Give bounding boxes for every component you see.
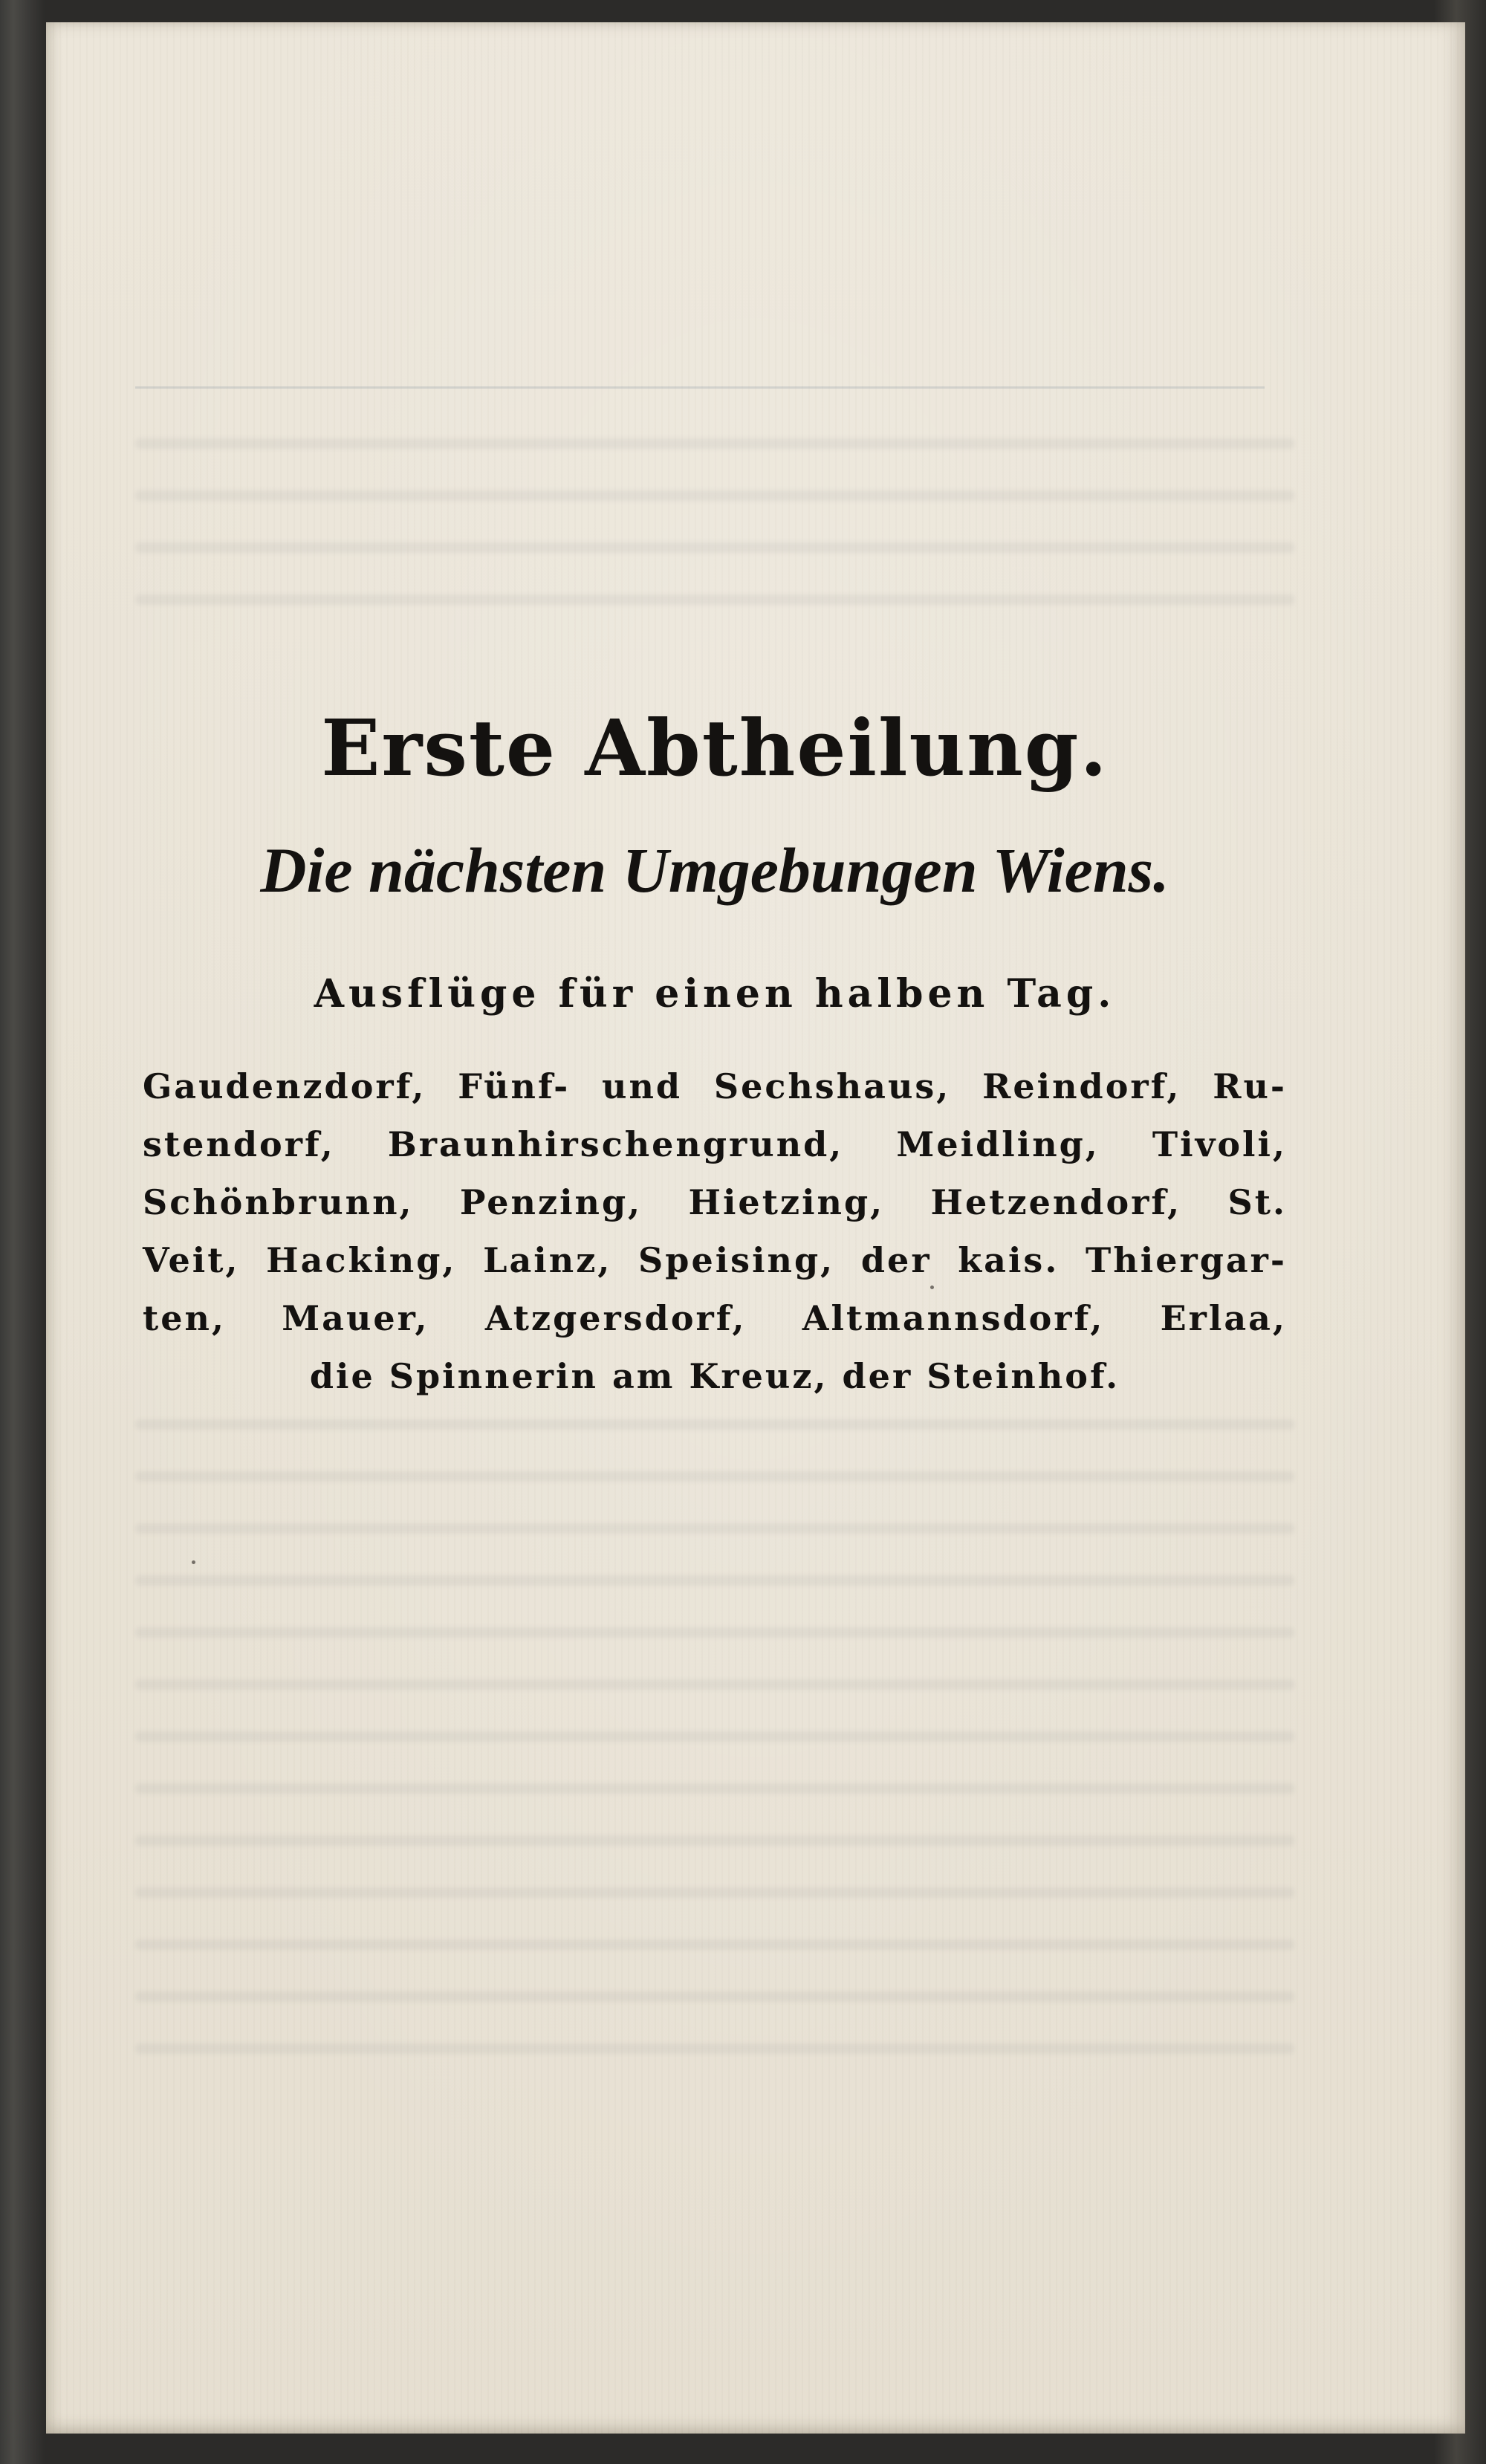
show-through-line xyxy=(135,1939,1294,1950)
show-through-line xyxy=(135,1783,1294,1794)
show-through-line xyxy=(135,1523,1294,1534)
chapter-title: Die nächsten Umgebungen Wiens. xyxy=(260,834,1169,907)
show-through-line xyxy=(135,1575,1294,1586)
places-line: Veit, Hacking, Lainz, Speising, der kais. Thiergar- xyxy=(143,1240,1287,1281)
show-through-line xyxy=(135,594,1294,605)
title-block xyxy=(143,702,1287,1405)
show-through-line xyxy=(135,2043,1294,2054)
show-through-line xyxy=(135,1679,1294,1690)
show-through-line xyxy=(135,1731,1294,1742)
places-list xyxy=(143,1057,1287,1405)
show-through-line xyxy=(135,1419,1294,1430)
show-through-rule xyxy=(135,386,1265,389)
show-through-line xyxy=(135,1835,1294,1846)
show-through-line xyxy=(135,1887,1294,1898)
show-through-line xyxy=(135,1627,1294,1638)
show-through-line xyxy=(135,438,1294,449)
places-line: stendorf, Braunhirschengrund, Meidling, Tivoli, xyxy=(143,1124,1287,1165)
places-line: Gaudenzdorf, Fünf- und Sechshaus, Reindorf, Ru- xyxy=(143,1066,1287,1107)
places-line: Schönbrunn, Penzing, Hietzing, Hetzendorf, St. xyxy=(143,1182,1287,1223)
show-through-line xyxy=(135,1991,1294,2002)
places-line: die Spinnerin am Kreuz, der Steinhof. xyxy=(309,1356,1120,1397)
show-through-line xyxy=(135,490,1294,501)
excursion-heading: Ausflüge für einen halben Tag. xyxy=(314,970,1116,1017)
section-title: Erste Abtheilung. xyxy=(321,702,1109,794)
book-page xyxy=(46,22,1465,2434)
show-through-line xyxy=(135,1471,1294,1482)
ink-fleck xyxy=(192,1560,195,1564)
places-line: ten, Mauer, Atzgersdorf, Altmannsdorf, Erlaa, xyxy=(143,1298,1287,1339)
show-through-line xyxy=(135,542,1294,553)
